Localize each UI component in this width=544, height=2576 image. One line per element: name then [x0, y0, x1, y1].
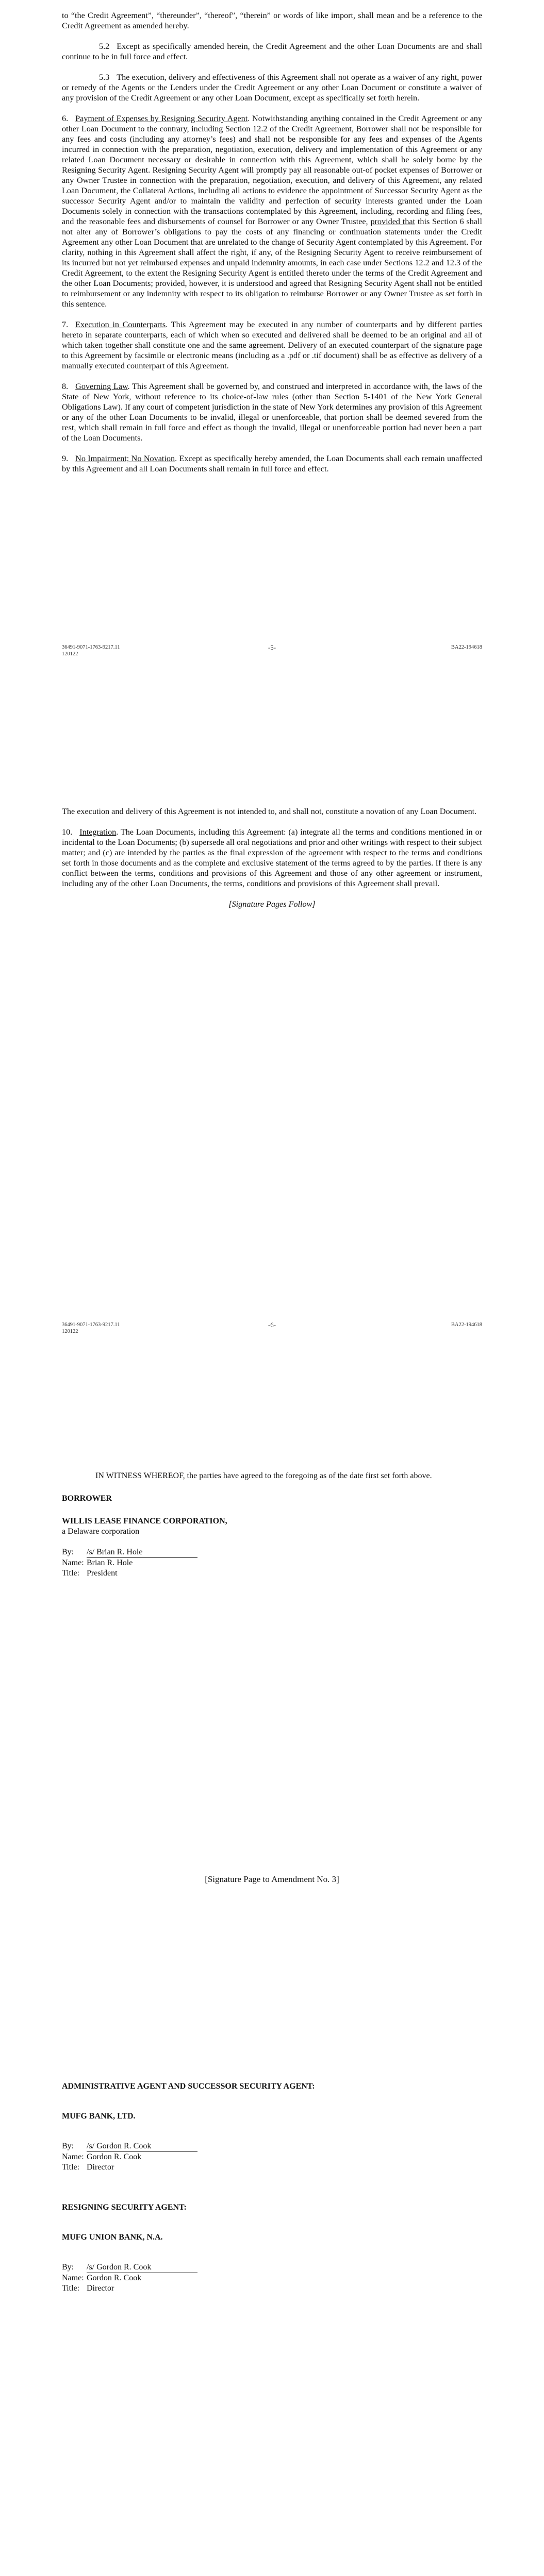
- footer-doc-id: 36491-9071-1763-9217.11: [62, 1322, 120, 1328]
- footer-date: 120122: [62, 651, 78, 657]
- page-body: [62, 1471, 482, 1579]
- page-footer: [62, 1321, 482, 1335]
- intro-paragraph: to “the Credit Agreement”, “thereunder”, “thereof”, “therein” or words of like import, shall mean and be a reference to the Credit Agreement as amended hereby.: [62, 11, 482, 30]
- section-7: [62, 319, 482, 371]
- signature-page-agents: [0, 2081, 544, 2294]
- party-role: RESIGNING SECURITY AGENT:: [62, 2203, 187, 2212]
- name-label: Name:: [62, 1558, 84, 1567]
- page-footer: [62, 644, 482, 657]
- signature: /s/ Gordon R. Cook: [87, 2262, 197, 2273]
- section-8: [62, 381, 482, 443]
- section-text-continued: this Section 6 shall not alter any of Borrower’s obligations to pay the costs of any financing or continuation statements under the Credit Agreement any other Loan Document that are unrelated to the change of Security Agent contemplated by this Agreement. For clarity, nothing in this Agreement shall affect the right, if any, of the Resigning Security Agent to receive reimbursement of its incurred but not yet reimbursed expenses and unpaid indemnity amounts, in each case under Sections 12.2 and 12.3 of the Credit Agreement, to the extent the Resigning Security Agent is entitled thereto under the terms of the Credit Agreement and the other Loan Documents; provided, however, it is understood and agreed that Resigning Security Agent shall not be entitled to reimbursement or any indemnity with respect to its obligation to reimburse Borrower or any Owner Trustee as set forth in this sentence.: [62, 217, 482, 309]
- name-label: Name:: [62, 2274, 84, 2282]
- party-role: ADMINISTRATIVE AGENT AND SUCCESSOR SECURITY AGENT:: [62, 2082, 315, 2091]
- title-label: Title:: [62, 1569, 80, 1578]
- signature: /s/ Brian R. Hole: [87, 1547, 197, 1558]
- signature-by-line: [62, 1547, 482, 1558]
- signatory-name: Gordon R. Cook: [87, 2153, 142, 2161]
- section-number: 6.: [62, 114, 69, 123]
- section-number: 10.: [62, 827, 73, 837]
- document-page-5: [0, 0, 544, 484]
- section-text: . This Agreement may be executed in any number of counterparts and by different parties hereto in separate counterparts, each of which when so executed and delivered shall be deemed to be an original and all of which taken together shall constitute one and the same agreement. Delivery of an executed counterpart of the signature page to this Agreement by facsimile or electronic means (including as a .pdf or .tif document) shall be as effective as delivery of a manually executed counterpart of this Agreement.: [62, 320, 482, 370]
- party-company: MUFG UNION BANK, N.A.: [62, 2233, 163, 2242]
- signatory-name-line: [62, 1558, 482, 1568]
- signatory-name: Brian R. Hole: [87, 1558, 133, 1567]
- section-heading: Integration: [79, 827, 117, 837]
- footer-doc-id: 36491-9071-1763-9217.11: [62, 645, 120, 650]
- party-company: WILLIS LEASE FINANCE CORPORATION,: [62, 1517, 227, 1526]
- signature-pages-follow: [Signature Pages Follow]: [228, 900, 316, 909]
- section-number: 7.: [62, 320, 69, 329]
- section-text: . Except as specifically hereby amended, the Loan Documents shall each remain unaffected by this Agreement and all Loan Documents shall remain in full force and effect.: [62, 454, 483, 473]
- signatory-title: President: [87, 1569, 118, 1578]
- signature-by-line: [62, 2262, 482, 2273]
- signature-by-line: [62, 2141, 482, 2152]
- page-body: [62, 806, 482, 909]
- section-text: . The Loan Documents, including this Agreement: (a) integrate all the terms and conditions mentioned in or incidental to the Loan Documents; (b) supersede all oral negotiations and prior and other writings with respect to their subject matter; and (c) are intended by the parties as the final expression of the agreement with respect to the terms and conditions set forth in those documents and as the complete and exclusive statement of the terms agreed to by the parties. If there is any conflict between the terms, conditions and provisions of this Agreement and those of any other agreement or instrument, including any of the other Loan Documents, the terms, conditions and provisions of this Agreement shall prevail.: [62, 827, 482, 888]
- section-6: [62, 113, 482, 309]
- section-heading: No Impairment; No Novation: [75, 454, 175, 463]
- title-label: Title:: [62, 2284, 80, 2293]
- signatory-name-line: [62, 2273, 482, 2283]
- footer-ref: BA22-194618: [451, 645, 482, 650]
- section-10: [62, 827, 482, 889]
- document-page-6: [0, 806, 544, 920]
- signature-page-label: [Signature Page to Amendment No. 3]: [205, 1874, 339, 1884]
- party-company-type: a Delaware corporation: [62, 1527, 140, 1536]
- section-heading: Execution in Counterparts: [75, 320, 166, 329]
- page-body: [62, 2081, 482, 2294]
- section-heading: Payment of Expenses by Resigning Security Agent: [75, 114, 248, 123]
- name-label: Name:: [62, 2153, 84, 2161]
- section-heading: Governing Law: [75, 382, 128, 391]
- proviso-text: provided that: [370, 217, 416, 226]
- footer-date: 120122: [62, 1329, 78, 1334]
- section-number: 5.2: [99, 42, 110, 51]
- signature-page-borrower: [0, 1471, 544, 1579]
- by-label: By:: [62, 2142, 74, 2150]
- section-9: [62, 453, 482, 474]
- signatory-title: Director: [87, 2284, 114, 2293]
- section-number: 5.3: [99, 73, 110, 82]
- by-label: By:: [62, 1548, 74, 1556]
- page-number: -5-: [268, 643, 276, 651]
- signature: /s/ Gordon R. Cook: [87, 2141, 197, 2152]
- page-body: [62, 0, 482, 474]
- signatory-title-line: [62, 1568, 482, 1579]
- section-5-2: [62, 41, 482, 62]
- section-text: . Notwithstanding anything contained in the Credit Agreement or any other Loan Document to the contrary, including Section 12.2 of the Credit Agreement, Borrower shall not be responsible for any fees and costs (including any attorney’s fees) and shall not be responsible for any fees and expenses of the Agents incurred in connection with the preparation, negotiation, execution, delivery and implementation of this Agreement or any related Loan Document necessary or desirable in connection with this Agreement, which shall be solely borne by the Resigning Security Agent. Resigning Security Agent will promptly pay all reasonable out-of pocket expenses of Borrower or any Owner Trustee in connection with the preparation, negotiation, execution, and delivery of this Agreement, any related Loan Document, the Collateral Actions, including all actions to evidence the appointment of Successor Security Agent as the successor Security Agent and/or to maintain the validity and perfection of security interests granted under the Loan Documents solely in connection with the transactions contemplated by this Agreement, including, recording and filing fees, and the reasonable fees and disbursements of counsel for Borrower or any Owner Trustee,: [62, 114, 482, 226]
- section-5-3: [62, 72, 482, 103]
- party-company: MUFG BANK, LTD.: [62, 2112, 136, 2121]
- page-number: -6-: [268, 1321, 276, 1329]
- signatory-title-line: [62, 2162, 482, 2173]
- by-label: By:: [62, 2263, 74, 2272]
- title-label: Title:: [62, 2163, 80, 2172]
- section-text: . This Agreement shall be governed by, and construed and interpreted in accordance with, the laws of the State of New York, without reference to its choice-of-law rules (other than Section 5-1401 of the New York General Obligations Law). If any court of competent jurisdiction in the state of New York determines any provision of this Agreement or any of the other Loan Documents to be invalid, illegal or unenforceable, that portion shall be deemed severed from the rest, which shall remain in full force and effect as though the invalid, illegal or unenforceable portion had never been a part of the Loan Documents.: [62, 382, 482, 443]
- section-text: The execution, delivery and effectiveness of this Agreement shall not operate as a waiver of any right, power or remedy of the Agents or the Lenders under the Credit Agreement or any other Loan Document or constitute a waiver of any provision of the Credit Agreement or any other Loan Document, except as specifically set forth herein.: [62, 73, 482, 103]
- party-role: BORROWER: [62, 1494, 112, 1503]
- signatory-name-line: [62, 2152, 482, 2162]
- section-number: 9.: [62, 454, 69, 463]
- signatory-name: Gordon R. Cook: [87, 2274, 142, 2282]
- signatory-title-line: [62, 2283, 482, 2294]
- signatory-title: Director: [87, 2163, 114, 2172]
- section-text: Except as specifically amended herein, the Credit Agreement and the other Loan Documents are and shall continue to be in full force and effect.: [62, 42, 482, 61]
- intro-paragraph: The execution and delivery of this Agreement is not intended to, and shall not, constitute a novation of any Loan Document.: [62, 807, 477, 816]
- footer-ref: BA22-194618: [451, 1322, 482, 1328]
- witness-clause: IN WITNESS WHEREOF, the parties have agreed to the foregoing as of the date first set forth above.: [95, 1471, 432, 1480]
- section-number: 8.: [62, 382, 69, 391]
